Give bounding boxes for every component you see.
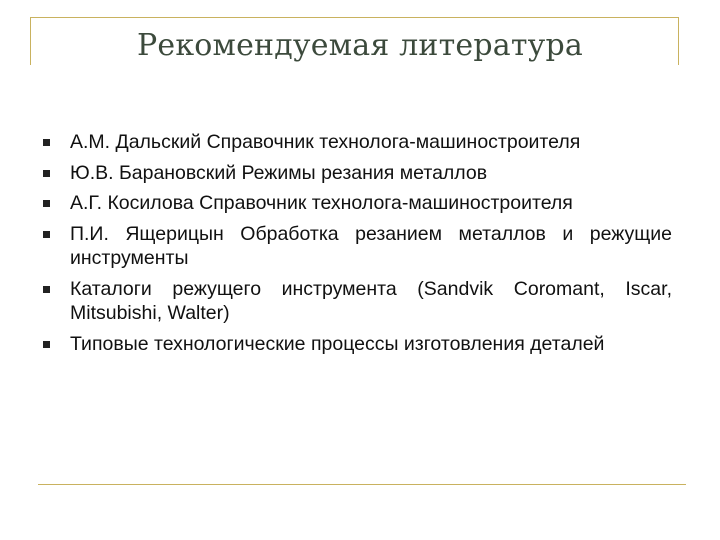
square-bullet-icon (43, 231, 50, 238)
list-item-text: А.Г. Косилова Справочник технолога-машиностроителя (70, 192, 573, 214)
list-item-text: П.И. Ящерицын Обработка резанием металлов и режущие инструменты (70, 222, 672, 269)
list-item-text: Типовые технологические процессы изготовления деталей (70, 332, 605, 355)
list-item-text: А.М. Дальский Справочник технолога-машиностроителя (70, 131, 581, 153)
list-item-text: Каталоги режущего инструмента (Sandvik Coromant, Iscar, Mitsubishi, Walter) (70, 277, 672, 324)
list-item (38, 161, 672, 186)
frame-top-line (30, 17, 679, 18)
list-item (38, 222, 672, 271)
square-bullet-icon (43, 139, 50, 146)
slide-title: Рекомендуемая литература (136, 28, 584, 63)
square-bullet-icon (43, 200, 50, 207)
list-item (38, 191, 672, 216)
list-item (38, 332, 672, 357)
bullet-list (38, 130, 672, 362)
list-item (38, 277, 672, 326)
square-bullet-icon (43, 170, 50, 177)
list-item-text: Ю.В. Барановский Режимы резания металлов (70, 161, 488, 184)
list-item (38, 130, 672, 155)
frame-bottom-line (38, 484, 686, 485)
square-bullet-icon (43, 286, 50, 293)
square-bullet-icon (43, 341, 50, 348)
